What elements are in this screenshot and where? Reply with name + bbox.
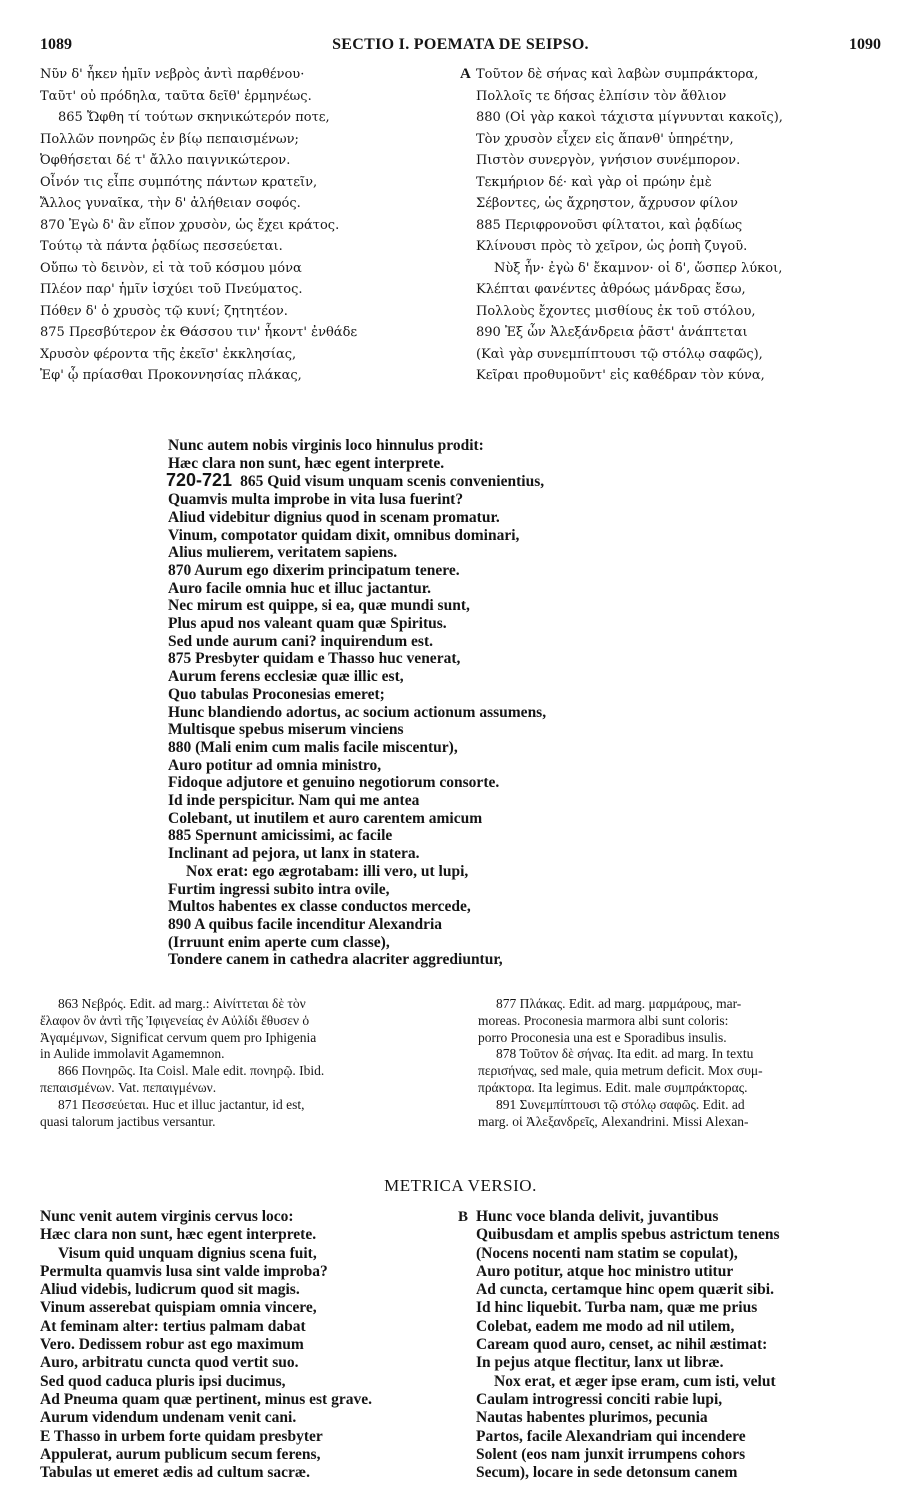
metrica-verse-line: Partos, facile Alexandriam qui incendere bbox=[476, 1427, 746, 1445]
footnotes-left bbox=[40, 996, 468, 1130]
margin-marker-a: A bbox=[460, 66, 471, 82]
metrica-title: METRICA VERSIO. bbox=[384, 1176, 537, 1195]
greek-verse-line: 865 Ὤφθη τί τούτων σκηνικώτερόν ποτε, bbox=[58, 110, 330, 125]
greek-verse-line: Χρυσὸν φέροντα τῆς ἐκεῖσ' ἐκκλησίας, bbox=[40, 346, 297, 362]
footnote-line: περισήνας, sed male, quia metrum deficit. Mox συμ- bbox=[478, 1063, 763, 1079]
greek-verse-line: Πόθεν δ' ὁ χρυσὸς τῷ κυνί; ζητητέον. bbox=[40, 303, 288, 319]
greek-verse-line: Πολλῶν πονηρῶς ἐν βίῳ πεπαισμένων; bbox=[40, 131, 299, 147]
latin-line: Auro facile omnia huc et illuc jactantur. bbox=[168, 579, 432, 597]
latin-line: Nunc autem nobis virginis loco hinnulus prodit: bbox=[168, 437, 484, 454]
footnote-line: 871 Πεσσεύεται. Huc et illuc jactantur, id est, bbox=[58, 1096, 305, 1112]
metrica-verse-line: Hæc clara non sunt, hæc egent interprete. bbox=[40, 1226, 317, 1244]
footnote-line: Ἀγαμέμνων, Significat cervum quem pro Iphigenia bbox=[40, 1029, 317, 1045]
footnote-line: 877 Πλάκας. Edit. ad marg. μαρμάρους, mar- bbox=[496, 996, 742, 1011]
greek-verse-line: Ἐφ' ᾧ πρίασθαι Προκοννησίας πλάκας, bbox=[40, 368, 302, 383]
greek-verse-line: Πιστὸν συνεργὸν, γνήσιον συνέμπορον. bbox=[476, 153, 741, 168]
latin-line: Aurum ferens ecclesiæ quæ illic est, bbox=[168, 668, 404, 686]
greek-verse-line: Νῦν δ' ἦκεν ἡμῖν νεβρὸς ἀντὶ παρθένου· bbox=[40, 67, 305, 82]
metrica-verse-line: Auro, arbitratu cuncta quod vertit suo. bbox=[40, 1354, 299, 1372]
page-number-left: 1089 bbox=[40, 36, 72, 53]
latin-line: Multos habentes ex classe conductos mercede, bbox=[168, 898, 471, 916]
latin-line: Auro potitur ad omnia ministro, bbox=[168, 756, 382, 774]
metrica-verse-line: Colebat, eadem me modo ad nil utilem, bbox=[476, 1317, 735, 1335]
footnote-line: 866 Πονηρῶς. Ita Coisl. Male edit. πονηρῷ. Ibid. bbox=[58, 1063, 325, 1079]
latin-line: Id inde perspicitur. Nam qui me antea bbox=[168, 792, 420, 810]
greek-verse-line: Ταῦτ' οὐ πρόδηλα, ταῦτα δεῖθ' ἑρμηνέως. bbox=[40, 88, 312, 104]
greek-verse-line: Τοῦτον δὲ σήνας καὶ λαβὼν συμπράκτορα, bbox=[476, 67, 759, 82]
latin-line: 880 (Mali enim cum malis facile miscentur), bbox=[168, 738, 458, 756]
footnote-line: πράκτορα. Ita legimus. Edit. male συμπράκτορας. bbox=[478, 1079, 748, 1095]
footnote-line: 891 Συνεμπίπτουσι τῷ στόλῳ σαφῶς. Edit. ad bbox=[496, 1096, 745, 1112]
metrica-verse-line: Quibusdam et amplis spebus astrictum tenens bbox=[476, 1226, 780, 1244]
latin-line: Furtim ingressi subito intra ovile, bbox=[168, 880, 390, 898]
greek-verse-line: 870 Ἐγὼ δ' ἂν εἴπον χρυσὸν, ὡς ἔχει κράτος. bbox=[40, 217, 340, 233]
latin-line: Inclinant ad pejora, ut lanx in statera. bbox=[168, 845, 420, 863]
greek-verse-line: Ὀφθήσεται δέ τ' ἄλλο παιγνικώτερον. bbox=[40, 153, 291, 168]
footnote-line: ἔλαφον ὃν ἀντὶ τῆς Ἰφιγενείας ἐν Αὐλίδι ἔθυσεν ὁ bbox=[40, 1012, 310, 1028]
greek-verse-line: Οὔπω τὸ δεινὸν, εἰ τὰ τοῦ κόσμου μόνα bbox=[40, 260, 302, 276]
metrica-verse-line: Ad Pneuma quam quæ pertinent, minus est grave. bbox=[40, 1390, 372, 1408]
latin-line: Quo tabulas Proconesias emeret; bbox=[168, 685, 385, 703]
latin-line: Alius mulierem, veritatem sapiens. bbox=[168, 544, 398, 562]
footnote-line: 863 Νεβρός. Edit. ad marg.: Αἰνίττεται δὲ τὸν bbox=[58, 996, 306, 1011]
latin-line: Vinum, compotator quidam dixit, omnibus dominari, bbox=[168, 526, 520, 544]
metrica-verse-line: Tabulas ut emeret ædis ad cultum sacræ. bbox=[40, 1464, 310, 1482]
greek-verse-line: Κεῖραι προθυμοῦντ' εἰς καθέδραν τὸν κύνα, bbox=[476, 368, 765, 383]
latin-line: 875 Presbyter quidam e Thasso huc venerat, bbox=[168, 650, 461, 668]
latin-line: 870 Aurum ego dixerim principatum tenere. bbox=[168, 561, 460, 579]
greek-verse-line: (Καὶ γὰρ συνεμπίπτουσι τῷ στόλῳ σαφῶς), bbox=[476, 346, 763, 362]
metrica-verse-line: Caulam introgressi conciti rabie lupi, bbox=[476, 1390, 723, 1408]
latin-line: Sed unde aurum cani? inquirendum est. bbox=[168, 632, 433, 650]
latin-translation bbox=[168, 437, 788, 969]
metrica-verse-line: Ad cuncta, certamque hinc opem quærit sibi. bbox=[476, 1281, 774, 1299]
latin-line: Hæc clara non sunt, hæc egent interprete. bbox=[168, 454, 445, 472]
latin-line: Multisque spebus miserum vinciens bbox=[168, 721, 404, 739]
metrica-verse-line: Solent (eos nam junxit irrumpens cohors bbox=[476, 1445, 746, 1463]
greek-verse-line: Τούτῳ τὰ πάντα ῥᾳδίως πεσσεύεται. bbox=[40, 239, 283, 254]
metrica-verse-line: Auro potitur, atque hoc ministro utitur bbox=[476, 1262, 734, 1280]
latin-line: Nec mirum est quippe, si ea, quæ mundi sunt, bbox=[168, 597, 470, 615]
footnote-line: 878 Τοῦτον δὲ σήνας. Ita edit. ad marg. In textu bbox=[496, 1046, 754, 1062]
metrica-verse-line: (Nocens nocenti nam statim se copulat), bbox=[476, 1244, 738, 1262]
greek-verse-line: 875 Πρεσβύτερον ἐκ Θάσσου τιν' ἧκοντ' ἐνθάδε bbox=[40, 325, 358, 340]
greek-verse-line: Πλέον παρ' ἡμῖν ἰσχύει τοῦ Πνεύματος. bbox=[40, 282, 303, 297]
metrica-verse-line: Nautas habentes plurimos, pecunia bbox=[476, 1409, 708, 1427]
greek-verse-line: 885 Περιφρονοῦσι φίλτατοι, καὶ ῥᾳδίως bbox=[476, 217, 743, 233]
footnote-line: in Aulide immolavit Agamemnon. bbox=[40, 1046, 225, 1062]
latin-line: Plus apud nos valeant quam quæ Spiritus. bbox=[168, 615, 447, 633]
greek-column-left bbox=[40, 64, 460, 387]
footnotes-right bbox=[478, 996, 890, 1130]
metrica-verse-line: In pejus atque flectitur, lanx ut libræ. bbox=[476, 1354, 724, 1372]
metrica-verse-line: Visum quid unquam dignius scena fuit, bbox=[58, 1244, 317, 1262]
greek-verse-line: 880 (Οἱ γὰρ κακοὶ τάχιστα μίγνυνται κακοῖς), bbox=[476, 110, 783, 125]
greek-verse-line: Οἶνόν τις εἶπε συμπότης πάντων κρατεῖν, bbox=[40, 174, 318, 190]
metrica-verse-line: Vinum asserebat quispiam omnia vincere, bbox=[40, 1299, 317, 1317]
footnote-line: quasi talorum jactibus versantur. bbox=[40, 1113, 216, 1129]
metrica-verse-line: Sed quod caduca pluris ipsi ducimus, bbox=[40, 1372, 286, 1390]
footnote-line: marg. οἱ Ἀλεξανδρεῖς, Alexandrini. Missi Alexan- bbox=[478, 1113, 749, 1129]
column-number: 720-721 bbox=[166, 472, 233, 491]
metrica-column-left bbox=[40, 1208, 450, 1482]
latin-line: 885 Spernunt amicissimi, ac facile bbox=[168, 827, 393, 845]
metrica-verse-line: Hunc voce blanda delivit, juvantibus bbox=[476, 1208, 719, 1225]
metrica-verse-line: Secum), locare in sede detonsum canem bbox=[476, 1464, 738, 1482]
metrica-verse-line: At feminam alter: tertius palmam dabat bbox=[40, 1317, 306, 1335]
latin-line-text: 865 Quid visum unquam scenis convenientius, bbox=[240, 473, 545, 491]
latin-line: Hunc blandiendo adortus, ac socium actionum assumens, bbox=[168, 703, 547, 721]
metrica-verse-line: E Thasso in urbem forte quidam presbyter bbox=[40, 1427, 323, 1445]
metrica-verse-line: Permulta quamvis lusa sint valde improba? bbox=[40, 1262, 328, 1280]
greek-verse-line: 890 Ἐξ ὧν Ἀλεξάνδρεια ῥᾶστ' ἀνάπτεται bbox=[476, 325, 748, 340]
footnote-line: porro Proconesia una est e Sporadibus insulis. bbox=[478, 1029, 727, 1045]
greek-verse-line: Τὸν χρυσὸν εἶχεν εἰς ἅπανθ' ὑπηρέτην, bbox=[476, 131, 734, 147]
greek-verse-line: Σέβοντες, ὡς ἄχρηστον, ἄχρυσον φίλον bbox=[476, 196, 738, 211]
metrica-verse-line: Appulerat, aurum publicum secum ferens, bbox=[40, 1445, 321, 1463]
metrica-verse-line: Vero. Dedissem robur ast ego maximum bbox=[40, 1336, 304, 1354]
latin-line: (Irruunt enim aperte cum classe), bbox=[168, 933, 390, 951]
greek-verse-line: Κλίνουσι πρὸς τὸ χεῖρον, ὡς ῥοπὴ ζυγοῦ. bbox=[476, 239, 748, 254]
margin-marker-b: B bbox=[458, 1209, 469, 1225]
latin-line: Quamvis multa improbe in vita lusa fuerint? bbox=[168, 491, 464, 509]
greek-verse-line: Πολλοὺς ἔχοντες μισθίους ἐκ τοῦ στόλου, bbox=[476, 303, 756, 319]
metrica-verse-line: Aurum videndum undenam venit cani. bbox=[40, 1409, 297, 1427]
latin-line: Colebant, ut inutilem et auro carentem amicum bbox=[168, 809, 483, 827]
latin-line: Nox erat: ego ægrotabam: illi vero, ut lupi, bbox=[186, 862, 469, 880]
footnote-line: moreas. Proconesia marmora albi sunt coloris: bbox=[478, 1012, 729, 1028]
running-header bbox=[40, 36, 881, 60]
metrica-verse-line: Nunc venit autem virginis cervus loco: bbox=[40, 1208, 294, 1225]
greek-verse-line: Κλέπται φανέντες ἀθρόως μάνδρας ἔσω, bbox=[476, 282, 746, 297]
greek-verse-line: Ἄλλος γυναῖκα, τὴν δ' ἀλήθειαν σοφός. bbox=[40, 196, 301, 211]
latin-line: 890 A quibus facile incenditur Alexandria bbox=[168, 915, 443, 933]
greek-verse-line: Πολλοῖς τε δήσας ἐλπίσιν τὸν ἄθλιον bbox=[476, 88, 727, 104]
latin-line bbox=[166, 472, 788, 491]
latin-line: Aliud videbitur dignius quod in scenam promatur. bbox=[168, 508, 500, 526]
latin-line: Fidoque adjutore et genuino negotiorum consorte. bbox=[168, 774, 500, 792]
greek-verse-line: Νὺξ ἦν· ἐγὼ δ' ἔκαμνον· οἱ δ', ὥσπερ λύκοι, bbox=[494, 260, 783, 276]
greek-column-right bbox=[476, 64, 886, 387]
latin-line: Tondere canem in cathedra alacriter aggrediuntur, bbox=[168, 951, 503, 969]
greek-verse-line: Τεκμήριον δέ· καὶ γὰρ οἱ πρώην ἐμὲ bbox=[476, 174, 712, 190]
metrica-verse-line: Nox erat, et æger ipse eram, cum isti, velut bbox=[494, 1372, 776, 1390]
page-number-right: 1090 bbox=[849, 36, 881, 53]
footnote-line: πεπαισμένων. Vat. πεπαιγμένων. bbox=[40, 1079, 217, 1095]
metrica-verse-line: Id hinc liquebit. Turba nam, quæ me prius bbox=[476, 1299, 758, 1317]
running-title: SECTIO I. POEMATA DE SEIPSO. bbox=[332, 36, 589, 53]
metrica-verse-line: Caream quod auro, censet, ac nihil æstimat: bbox=[476, 1336, 768, 1354]
metrica-verse-line: Aliud videbis, ludicrum quod sit magis. bbox=[40, 1281, 300, 1299]
metrica-column-right bbox=[476, 1208, 886, 1482]
